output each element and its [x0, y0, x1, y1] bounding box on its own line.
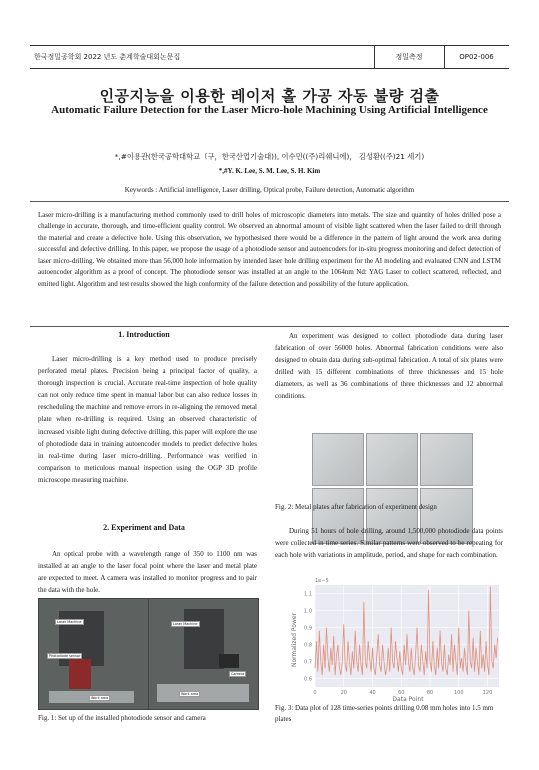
x-tick-label: 100 [453, 690, 464, 696]
y-tick-label: 0.9 [304, 625, 312, 632]
metal-plate [366, 433, 418, 486]
authors-korean: *,#이용관(한국공학대학교（구，한국산업기술대)), 이수민((주)리쉐니에)， 김성환((주)21 세기) [114, 152, 425, 161]
scale-label: 1e−5 [315, 578, 329, 584]
fig2-caption: Fig. 2: Metal plates after fabrication of experiment design [275, 503, 437, 511]
y-tick-label: 1.0 [304, 608, 312, 615]
page-header [30, 45, 509, 69]
y-axis-label: Normalized Power [291, 612, 298, 668]
title-english: Automatic Failure Detection for the Laser Micro-hole Machining Using Artificial Intelligence [51, 104, 488, 116]
authors-english: *,#Y. K. Lee, S. M. Lee, S. H. Kim [218, 167, 321, 175]
experiment-paragraph: An optical probe with a wavelength range of 350 to 1100 nm was installed at an angle to the laser focal point where the laser and metal plate are expected to meet. A camera was installed to monitor progress and to pair the data with the hole. [38, 550, 257, 595]
experiment-heading: 2. Experiment and Data [103, 523, 185, 532]
setup-photo-right [148, 598, 259, 710]
metal-plate [312, 433, 364, 486]
x-axis-label: Data Point [392, 696, 424, 703]
y-tick-label: 0.7 [304, 659, 312, 666]
x-tick-label: 0 [313, 690, 317, 696]
divider [30, 201, 509, 202]
x-tick-label: 80 [426, 690, 434, 696]
experiment-design-paragraph: An experiment was designed to collect photodiode data during laser fabrication of over 56000 holes. Abnormal fabrication conditions were also designed to obtain data during sub-optimal fabrication. A total of six plates were drilled with 15 different combinations of three thicknesses and 15 hole diameters, as well as 36 combinations of three thicknesses and 12 abnormal conditions. [275, 332, 503, 401]
fig1-label: Photodiode sensor [49, 654, 81, 658]
fig1-label: Work area [91, 696, 109, 700]
fig1-label: Work area [181, 692, 199, 696]
keywords: Keywords : Artificial intelligence, Laser drilling, Optical probe, Failure detection, Automatic algorithm [124, 186, 415, 194]
intro-heading: 1. Introduction [118, 330, 170, 339]
fig1-label: Camera [231, 672, 245, 676]
section-tag: 정밀측정 [395, 53, 423, 61]
photodiode-line-chart [275, 575, 505, 705]
paper-code: OP02-006 [459, 53, 494, 61]
data-collection-paragraph: During 51 hours of hole drilling, around 1,500,000 photodiode data points were collected in time series. Similar patterns were observed to be repeating for each hole with variations in amplitude, period, and shape for each combination. [275, 527, 503, 560]
fig1-caption: Fig. 1: Set up of the installed photodiode sensor and camera [38, 714, 206, 722]
intro-paragraph: Laser micro-drilling is a key method used to produce precisely perforated metal plates. Precision being a principal factor of quality, a thorough inspection is crucial. Accurate real-time inspection of hole quality can not only reduce time spent in manual labor but can also reduce losses in rescheduling the machine and remove errors in re-aligning the removed metal plate when re-drilling is required. Using an observed characteristic of increased visible light during defective drilling, this paper will explore the use of photodiode data in training autoencoder models to predict defective holes in real-time during laser micro-drilling. Performance was verified in comparison to meticulous manual inspection using the OGP 3D profile microscope measuring machine. [38, 355, 257, 484]
x-tick-label: 60 [398, 690, 405, 696]
fig1-label: Laser Machine [57, 620, 82, 624]
abstract: Laser micro-drilling is a manufacturing method commonly used to drill holes of microscopic diameters into metals. The size and quantity of holes drilled pose a challenge in accurate, thorough, and time-efficient quality control. We observed an abnormal amount of visible light scattered when the laser failed to drill through the material and create a defective hole. Using this observation, we hypothesised there would be a difference in the pattern of light around the work area during successful and defective drilling. In this paper, we propose the usage of a photodiode sensor and autoencoders for in-situ progress monitoring and defect detection of laser micro-drilling. We obtained more than 56,000 hole information by intended laser hole drilling experiment for the AI modeling and evaluated CNN and LSTM autoencoder algorithm as a proof of concept. The photodiode sensor was installed at an angle to the 1064nm Nd: YAG Laser to collect scattered, reflected, and emitted light. Algorithm and test results showed the high conformity of the failure detection and possibility of the future application. [38, 211, 501, 288]
y-tick-label: 0.8 [304, 642, 312, 649]
y-tick-label: 0.6 [304, 676, 312, 683]
x-tick-label: 120 [482, 690, 493, 696]
journal-name: 한국정밀공학회 2022 년도 춘계학술대회논문집 [34, 53, 181, 61]
x-tick-label: 40 [369, 690, 376, 696]
divider [30, 326, 509, 327]
title-korean: 인공지능을 이용한 레이저 홀 가공 자동 불량 검출 [99, 87, 440, 105]
x-tick-label: 20 [340, 690, 347, 696]
fig3-caption: Fig. 3: Data plot of 128 time-series points drilling 0.08 mm holes into 1.5 mm plates [275, 704, 494, 723]
setup-photo-left [38, 598, 149, 710]
y-tick-label: 1.1 [304, 591, 312, 598]
metal-plate [420, 433, 473, 486]
fig1-label: Laser Machine [173, 622, 198, 626]
